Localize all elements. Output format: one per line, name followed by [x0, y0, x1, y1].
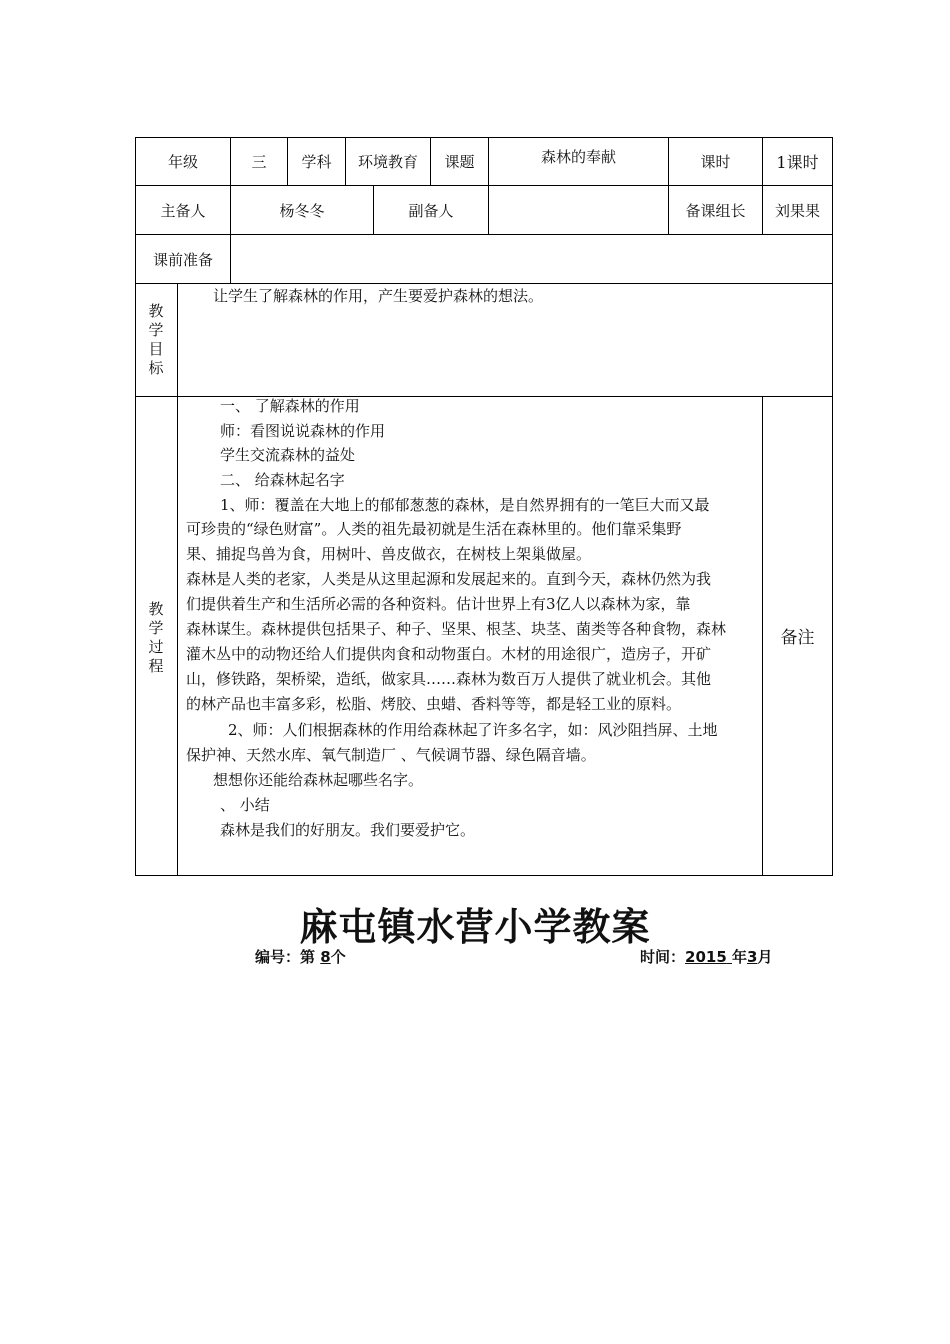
subject-value: 环境教育	[357, 153, 418, 171]
subject-label: 学科	[301, 153, 332, 171]
table-divider	[177, 283, 178, 876]
main-preparer-value: 杨冬冬	[279, 201, 325, 220]
year-value: 2015	[685, 948, 727, 966]
group-leader-label: 备课组长	[685, 201, 746, 220]
process-line: 灌木丛中的动物还给人们提供肉食和动物蛋白。木材的用途很广，造房子，开矿	[186, 645, 712, 663]
process-line: 二、 给森林起名字	[220, 471, 345, 489]
number-value: 8	[320, 948, 331, 966]
process-line: 一、 了解森林的作用	[220, 397, 360, 415]
topic-label: 课题	[444, 153, 475, 171]
table-border-right	[832, 137, 833, 876]
time-label: 时间：	[640, 948, 686, 966]
objectives-label: 教学目标	[148, 302, 164, 377]
objectives-text: 让学生了解森林的作用，产生要爱护森林的想法。	[213, 287, 544, 305]
table-border-bottom	[135, 875, 833, 876]
deputy-preparer-label: 副备人	[408, 201, 454, 220]
number-label: 编号：第	[255, 948, 316, 966]
process-label: 教学过程	[148, 600, 164, 675]
month-value: 3	[747, 948, 758, 966]
process-line: 可珍贵的“绿色财富”。人类的祖先最初就是生活在森林里的。他们靠采集野	[186, 520, 682, 538]
time-field	[640, 946, 772, 967]
process-line: 师：看图说说森林的作用	[220, 422, 386, 440]
main-preparer-label: 主备人	[160, 201, 206, 220]
process-line: 保护神、天然水库、氧气制造厂 、气候调节器、绿色隔音墙。	[186, 746, 596, 764]
document-title: 麻屯镇水营小学教案	[299, 905, 651, 949]
process-line: 森林谋生。森林提供包括果子、种子、坚果、根茎、块茎、菌类等各种食物，森林	[186, 620, 727, 638]
process-line: 1、师：覆盖在大地上的郁郁葱葱的森林，是自然界拥有的一笔巨大而又最	[220, 496, 710, 514]
period-label: 课时	[700, 153, 731, 171]
process-line: 的林产品也丰富多彩，松脂、烤胶、虫蜡、香料等等，都是轻工业的原料。	[186, 695, 682, 713]
process-line: 们提供着生产和生活所必需的各种资料。估计世界上有3亿人以森林为家，靠	[186, 595, 691, 613]
process-line: 森林是我们的好朋友。我们要爱护它。	[220, 821, 476, 839]
process-line: 山，修铁路，架桥梁，造纸，做家具……森林为数百万人提供了就业机会。其他	[186, 670, 712, 688]
process-line: 2、师：人们根据森林的作用给森林起了许多名字，如：风沙阻挡屏、土地	[228, 721, 718, 739]
remarks-label: 备注	[780, 627, 815, 648]
process-line: 森林是人类的老家，人类是从这里起源和发展起来的。直到今天，森林仍然为我	[186, 570, 712, 588]
prep-value	[231, 235, 832, 283]
process-line: 果、捕捉鸟兽为食，用树叶、兽皮做衣，在树枝上架巢做屋。	[186, 545, 592, 563]
process-line: 、 小结	[220, 796, 270, 814]
deputy-preparer-value	[489, 186, 668, 234]
year-unit: 年	[732, 948, 748, 966]
grade-value: 三	[251, 153, 267, 171]
number-unit: 个	[330, 948, 346, 966]
prep-label: 课前准备	[152, 250, 213, 269]
period-value: 1课时	[776, 153, 819, 172]
group-leader-value: 刘果果	[774, 201, 820, 220]
process-line: 学生交流森林的益处	[220, 446, 356, 464]
number-field	[255, 946, 346, 967]
topic-value: 森林的奉献	[540, 148, 616, 166]
grade-label: 年级	[167, 153, 198, 171]
process-line: 想想你还能给森林起哪些名字。	[213, 771, 424, 789]
month-unit: 月	[757, 948, 773, 966]
